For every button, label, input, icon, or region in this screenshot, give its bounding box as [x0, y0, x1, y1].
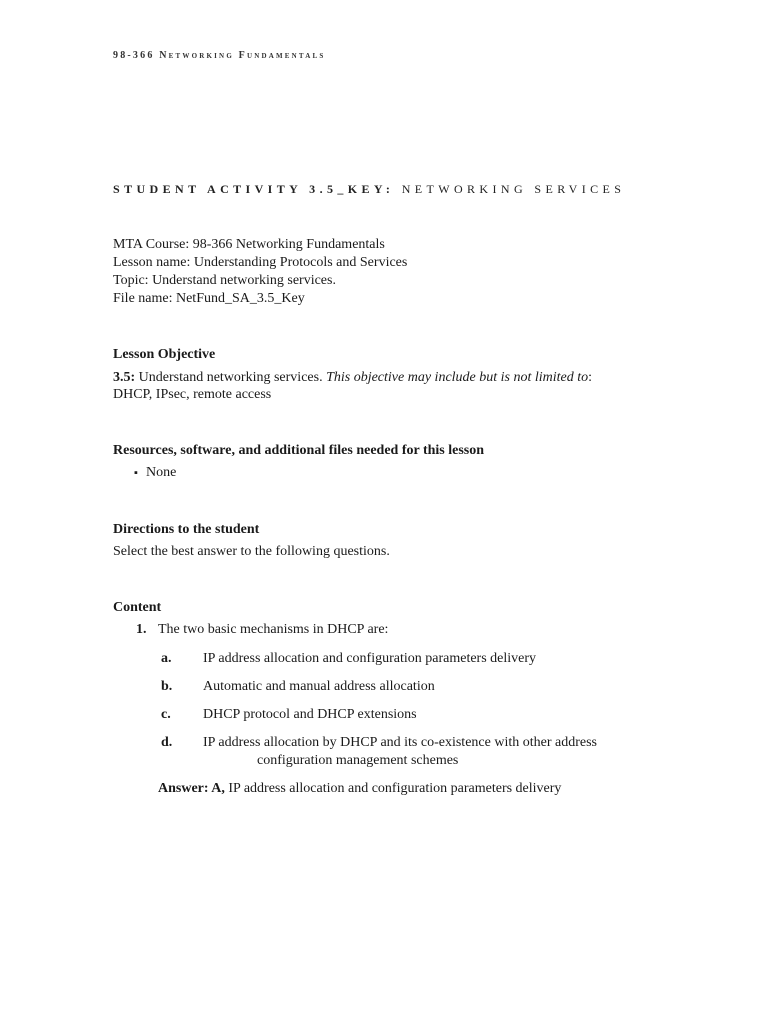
objective-italic: This objective may include but is not limited to — [326, 370, 589, 385]
option-letter: c. — [161, 707, 171, 722]
answer-label: Answer: A, — [158, 781, 225, 796]
resource-item-label: None — [146, 465, 177, 480]
directions-text: Select the best answer to the following questions. — [113, 544, 390, 559]
question-number: 1. — [136, 622, 147, 637]
objective-text — [113, 369, 653, 403]
answer — [158, 781, 561, 797]
resource-item — [134, 465, 176, 481]
objective-topics: DHCP, IPsec, remote access — [113, 387, 272, 402]
activity-name: NETWORKING SERVICES — [401, 182, 626, 196]
answer-text: IP address allocation and configuration parameters delivery — [224, 781, 562, 796]
meta-lesson: Lesson name: Understanding Protocols and Services — [113, 255, 408, 270]
objective-number: 3.5: — [113, 370, 136, 385]
option-text: IP address allocation and configuration parameters delivery — [203, 651, 537, 666]
running-header: 98-366 Networking Fundamentals — [113, 50, 326, 61]
bullet-icon: ▪ — [134, 467, 138, 479]
meta-course: MTA Course: 98-366 Networking Fundamentals — [113, 237, 385, 252]
activity-label: STUDENT ACTIVITY 3.5_KEY: — [113, 182, 395, 196]
meta-topic: Topic: Understand networking services. — [113, 273, 336, 288]
objective-colon: : — [588, 370, 593, 385]
option-letter: b. — [161, 679, 173, 694]
meta-filename: File name: NetFund_SA_3.5_Key — [113, 291, 305, 306]
option-text: IP address allocation by DHCP and its co-existence with other address — [203, 735, 597, 750]
option-letter: a. — [161, 651, 172, 666]
objective-heading: Lesson Objective — [113, 347, 216, 362]
activity-title — [113, 182, 625, 197]
option-text-continued: configuration management schemes — [257, 753, 459, 768]
option-letter: d. — [161, 735, 173, 750]
question-1 — [136, 622, 388, 638]
directions-heading: Directions to the student — [113, 522, 260, 537]
resources-heading: Resources, software, and additional files needed for this lesson — [113, 443, 485, 458]
option-text: DHCP protocol and DHCP extensions — [203, 707, 417, 722]
option-text: Automatic and manual address allocation — [203, 679, 435, 694]
lesson-meta — [113, 236, 407, 308]
content-heading: Content — [113, 600, 162, 615]
question-text: The two basic mechanisms in DHCP are: — [158, 622, 389, 637]
objective-main: Understand networking services. — [135, 370, 327, 385]
